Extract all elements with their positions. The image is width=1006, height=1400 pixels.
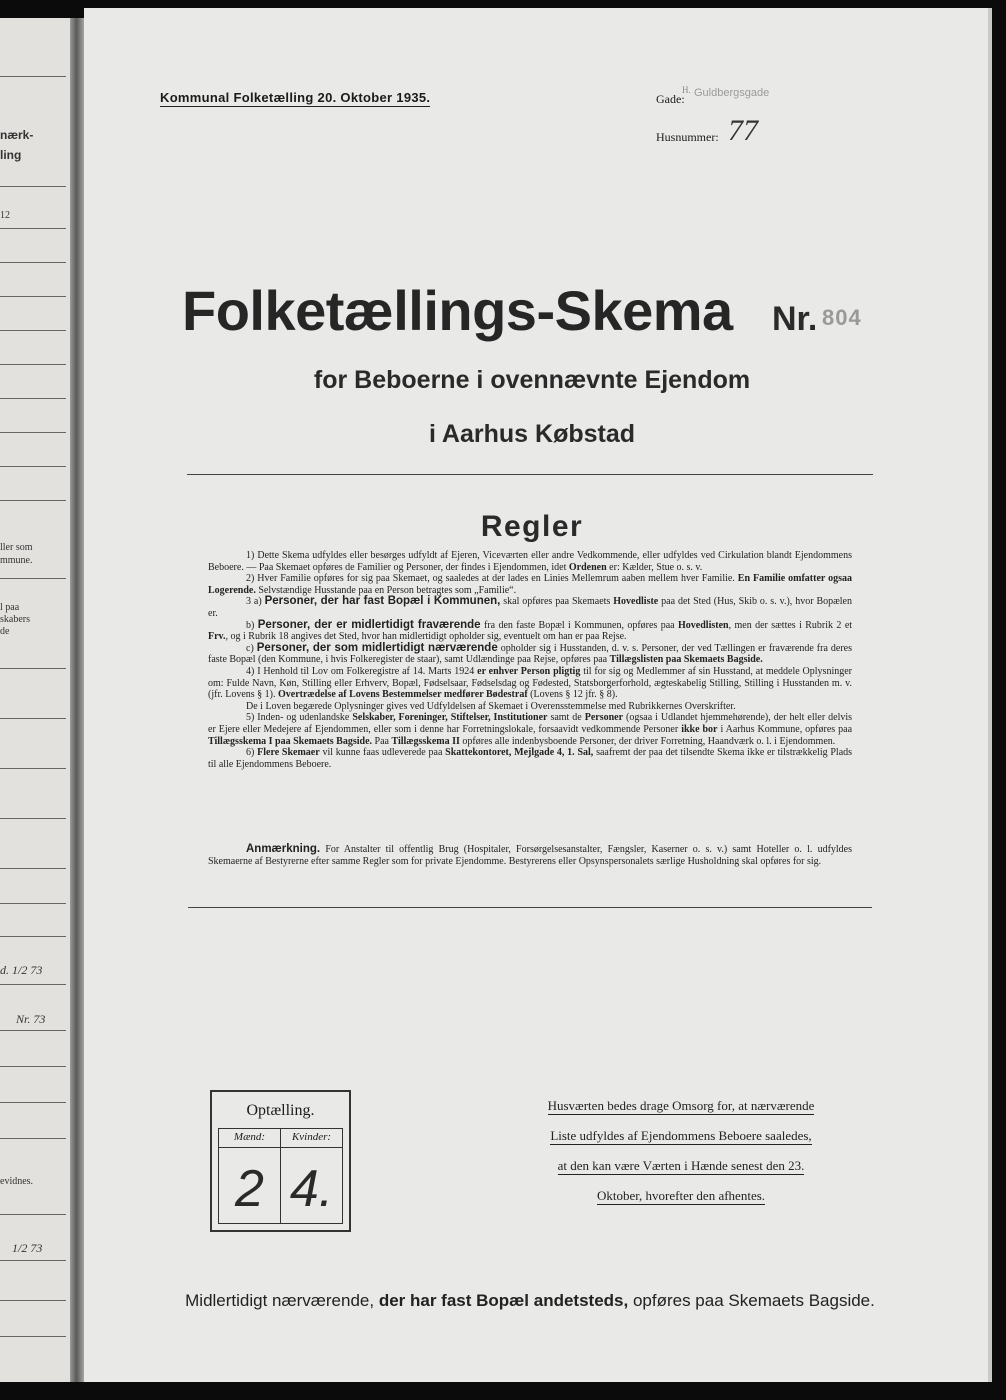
rule-3a: 3 a) Personer, der har fast Bopæl i Kommunen, skal opføres paa Skemaets Hovedliste paa det Sted (Hus, Skib o. s. v.), hvor Bopælen er.	[208, 595, 853, 619]
left-rule	[0, 1336, 66, 1337]
rules-text	[208, 550, 852, 770]
form-title: Folketællings-Skema	[182, 279, 733, 342]
left-rule	[0, 903, 66, 904]
left-rule	[0, 868, 66, 869]
form-number-value: 804	[822, 305, 862, 330]
tally-divider	[219, 1147, 342, 1148]
left-rule	[0, 330, 66, 331]
street-prefix: H.	[682, 85, 691, 95]
left-rule	[0, 500, 66, 501]
left-handwriting: 1/2 73	[12, 1241, 43, 1255]
left-rule	[0, 364, 66, 365]
left-rule	[0, 186, 66, 187]
previous-page-strip	[0, 18, 78, 1382]
landlord-instruction	[508, 1097, 854, 1217]
left-fragment: mmune.	[0, 555, 33, 566]
left-handwriting: Nr. 73	[16, 1012, 46, 1026]
left-rule	[0, 466, 66, 467]
left-rule	[0, 296, 66, 297]
page-edge	[988, 8, 992, 1382]
left-rule	[0, 768, 66, 769]
left-rule	[0, 1300, 66, 1301]
house-number-field	[656, 114, 758, 147]
left-rule	[0, 262, 66, 263]
tally-title: Optælling.	[246, 1102, 315, 1119]
rule-3c: c) Personer, der som midlertidigt nærværende opholder sig i Husstanden, d. v. s. Personer, der ved Tællingen er fraværende fra deres faste Bopæl (den Kommune, i hvis Folkeregister de staar), samt Udlændinge paa Rejse, opføres paa Tillægslisten paa Skemaets Bagside.	[208, 641, 852, 666]
left-rule	[0, 578, 66, 579]
left-rule	[0, 1102, 66, 1103]
left-rule	[0, 398, 66, 399]
left-rule	[0, 76, 66, 77]
landlord-line: at den kan være Værten i Hænde senest den 23.	[557, 1158, 805, 1173]
left-rule	[0, 984, 66, 985]
form-subtitle-city: i Aarhus Købstad	[428, 420, 636, 448]
house-number-value: 77	[728, 114, 758, 147]
tally-box	[210, 1090, 351, 1232]
tally-grid	[218, 1128, 343, 1224]
left-rule	[0, 1260, 66, 1261]
remark-text: For Anstalter til offentlig Brug (Hospitaler, Forsørgelsesanstalter, Fængsler, Kaserner o. s. v.) samt Hoteller o. l. udfyldes Skemaerne af Bestyrerne efter samme Regler som for private Ejendomme. Bestyrerens eller Opsynspersonalets særlige Husholdning skal opføres for sig.	[208, 844, 853, 867]
left-fragment: de	[0, 626, 10, 637]
house-number-label: Husnummer:	[656, 130, 719, 144]
form-number-label: Nr.	[772, 300, 818, 338]
rule-6: 6) Flere Skemaer vil kunne faas udleverede paa Skattekontoret, Mejlgade 4, 1. Sal, saafremt der paa det tilsendte Skema ikke er tilstrækkelig Plads til alle Ejendommens Beboere.	[208, 747, 853, 770]
men-label: Mænd:	[233, 1131, 266, 1143]
form-subtitle: for Beboerne i ovennævnte Ejendom	[313, 366, 751, 394]
left-fragment: evidnes.	[0, 1176, 34, 1187]
landlord-line: Liste udfyldes af Ejendommens Beboere saaledes,	[550, 1128, 812, 1143]
left-rule	[0, 818, 66, 819]
rule-3b: b) Personer, der er midlertidigt fraværende fra den faste Bopæl i Kommunen, opføres paa Hovedlisten, men der sættes i Rubrik 2 et Frv., og i Rubrik 18 angives det Sted, hvor han midlertidigt opholder sig, eventuelt om han er paa Rejse.	[208, 618, 853, 643]
left-handwriting: d. 1/2 73	[0, 963, 43, 977]
divider	[188, 907, 872, 908]
remark-label: Anmærkning.	[246, 843, 321, 855]
left-rule	[0, 228, 66, 229]
divider	[187, 474, 873, 475]
left-rule	[0, 1214, 66, 1215]
left-fragment: 12	[0, 210, 10, 221]
left-rule	[0, 668, 66, 669]
census-header: Kommunal Folketælling 20. Oktober 1935.	[160, 90, 431, 105]
women-count: 4.	[289, 1160, 334, 1218]
left-fragment: ling	[0, 148, 22, 162]
street-field	[656, 85, 770, 107]
street-label: Gade:	[656, 92, 685, 106]
left-fragment: skabers	[0, 614, 30, 625]
left-rule	[0, 1030, 66, 1031]
left-rule	[0, 1138, 66, 1139]
left-fragment: nærk-	[0, 128, 34, 142]
rule-2: 2) Hver Familie opføres for sig paa Skemaet, og saaledes at der lades en Linies Mellemrum aaben mellem hver Familie. En Familie omfatter ogsaa Logerende. Selvstændige Husstande paa en Person betragtes som „Familie“.	[208, 573, 853, 596]
footer-note: Midlertidigt nærværende, der har fast Bopæl andetsteds, opføres paa Skemaets Bagside.	[185, 1291, 875, 1310]
rule-1: 1) Dette Skema udfyldes eller besørges udfyldt af Ejeren, Viceværten eller andre Vedkommende, eller udfyldes ved Cirkulation blandt Ejendommens Beboere. — Paa Skemaet opføres de Familier og Personer, der findes i Ejendommen, idet Ordenen er: Kælder, Stue o. s. v.	[208, 550, 852, 573]
left-rule	[0, 936, 66, 937]
left-fragment: l paa	[0, 602, 20, 613]
men-count: 2	[235, 1160, 264, 1218]
rule-5: 5) Inden- og udenlandske Selskaber, Foreninger, Stiftelser, Institutioner samt de Personer (ogsaa i Udlandet hjemmehørende), der helt eller delvis er Ejere eller Medejere af Ejendommen, eller som i denne har Forretningslokale, forsaavidt vedkommende Personer ikke bor i Aarhus Kommune, opføres paa Tillægsskema I paa Skemaets Bagside. Paa Tillægsskema II opføres alle indenbysboende Personer, der driver Forretning, Haandværk o. l. i Ejendommen.	[208, 712, 853, 747]
left-rule	[0, 718, 66, 719]
remark-note	[208, 843, 852, 868]
rule-4-extra: De i Loven begærede Oplysninger gives ved Udfyldelsen af Skemaet i Overensstemmelse med Rubrikkernes Overskrifter.	[246, 700, 736, 712]
street-value: Guldbergsgade	[694, 87, 770, 99]
rule-4: 4) I Henhold til Lov om Folkeregistre af 14. Marts 1924 er enhver Person pligtig til for sig og Medlemmer af sin Husstand, at meddele Oplysninger om: Fulde Navn, Køn, Stilling eller Erhverv, Bopæl, Fødselsaar, Fødselsdag og Fødested, Statsborgerforhold, ægteskabelig Stilling, Stilling i Husstanden m. v. (jfr. Lovens § 1). Overtrædelse af Lovens Bestemmelser medfører Bødestraf (Lovens § 12 jfr. § 8).	[208, 665, 852, 701]
left-fragment: ller som	[0, 542, 33, 553]
landlord-line: Husværten bedes drage Omsorg for, at nærværende	[547, 1098, 815, 1113]
women-label: Kvinder:	[291, 1131, 332, 1143]
left-rule	[0, 432, 66, 433]
landlord-line: Oktober, hvorefter den afhentes.	[596, 1188, 766, 1203]
rules-heading: Regler	[480, 510, 584, 543]
left-rule	[0, 1066, 66, 1067]
